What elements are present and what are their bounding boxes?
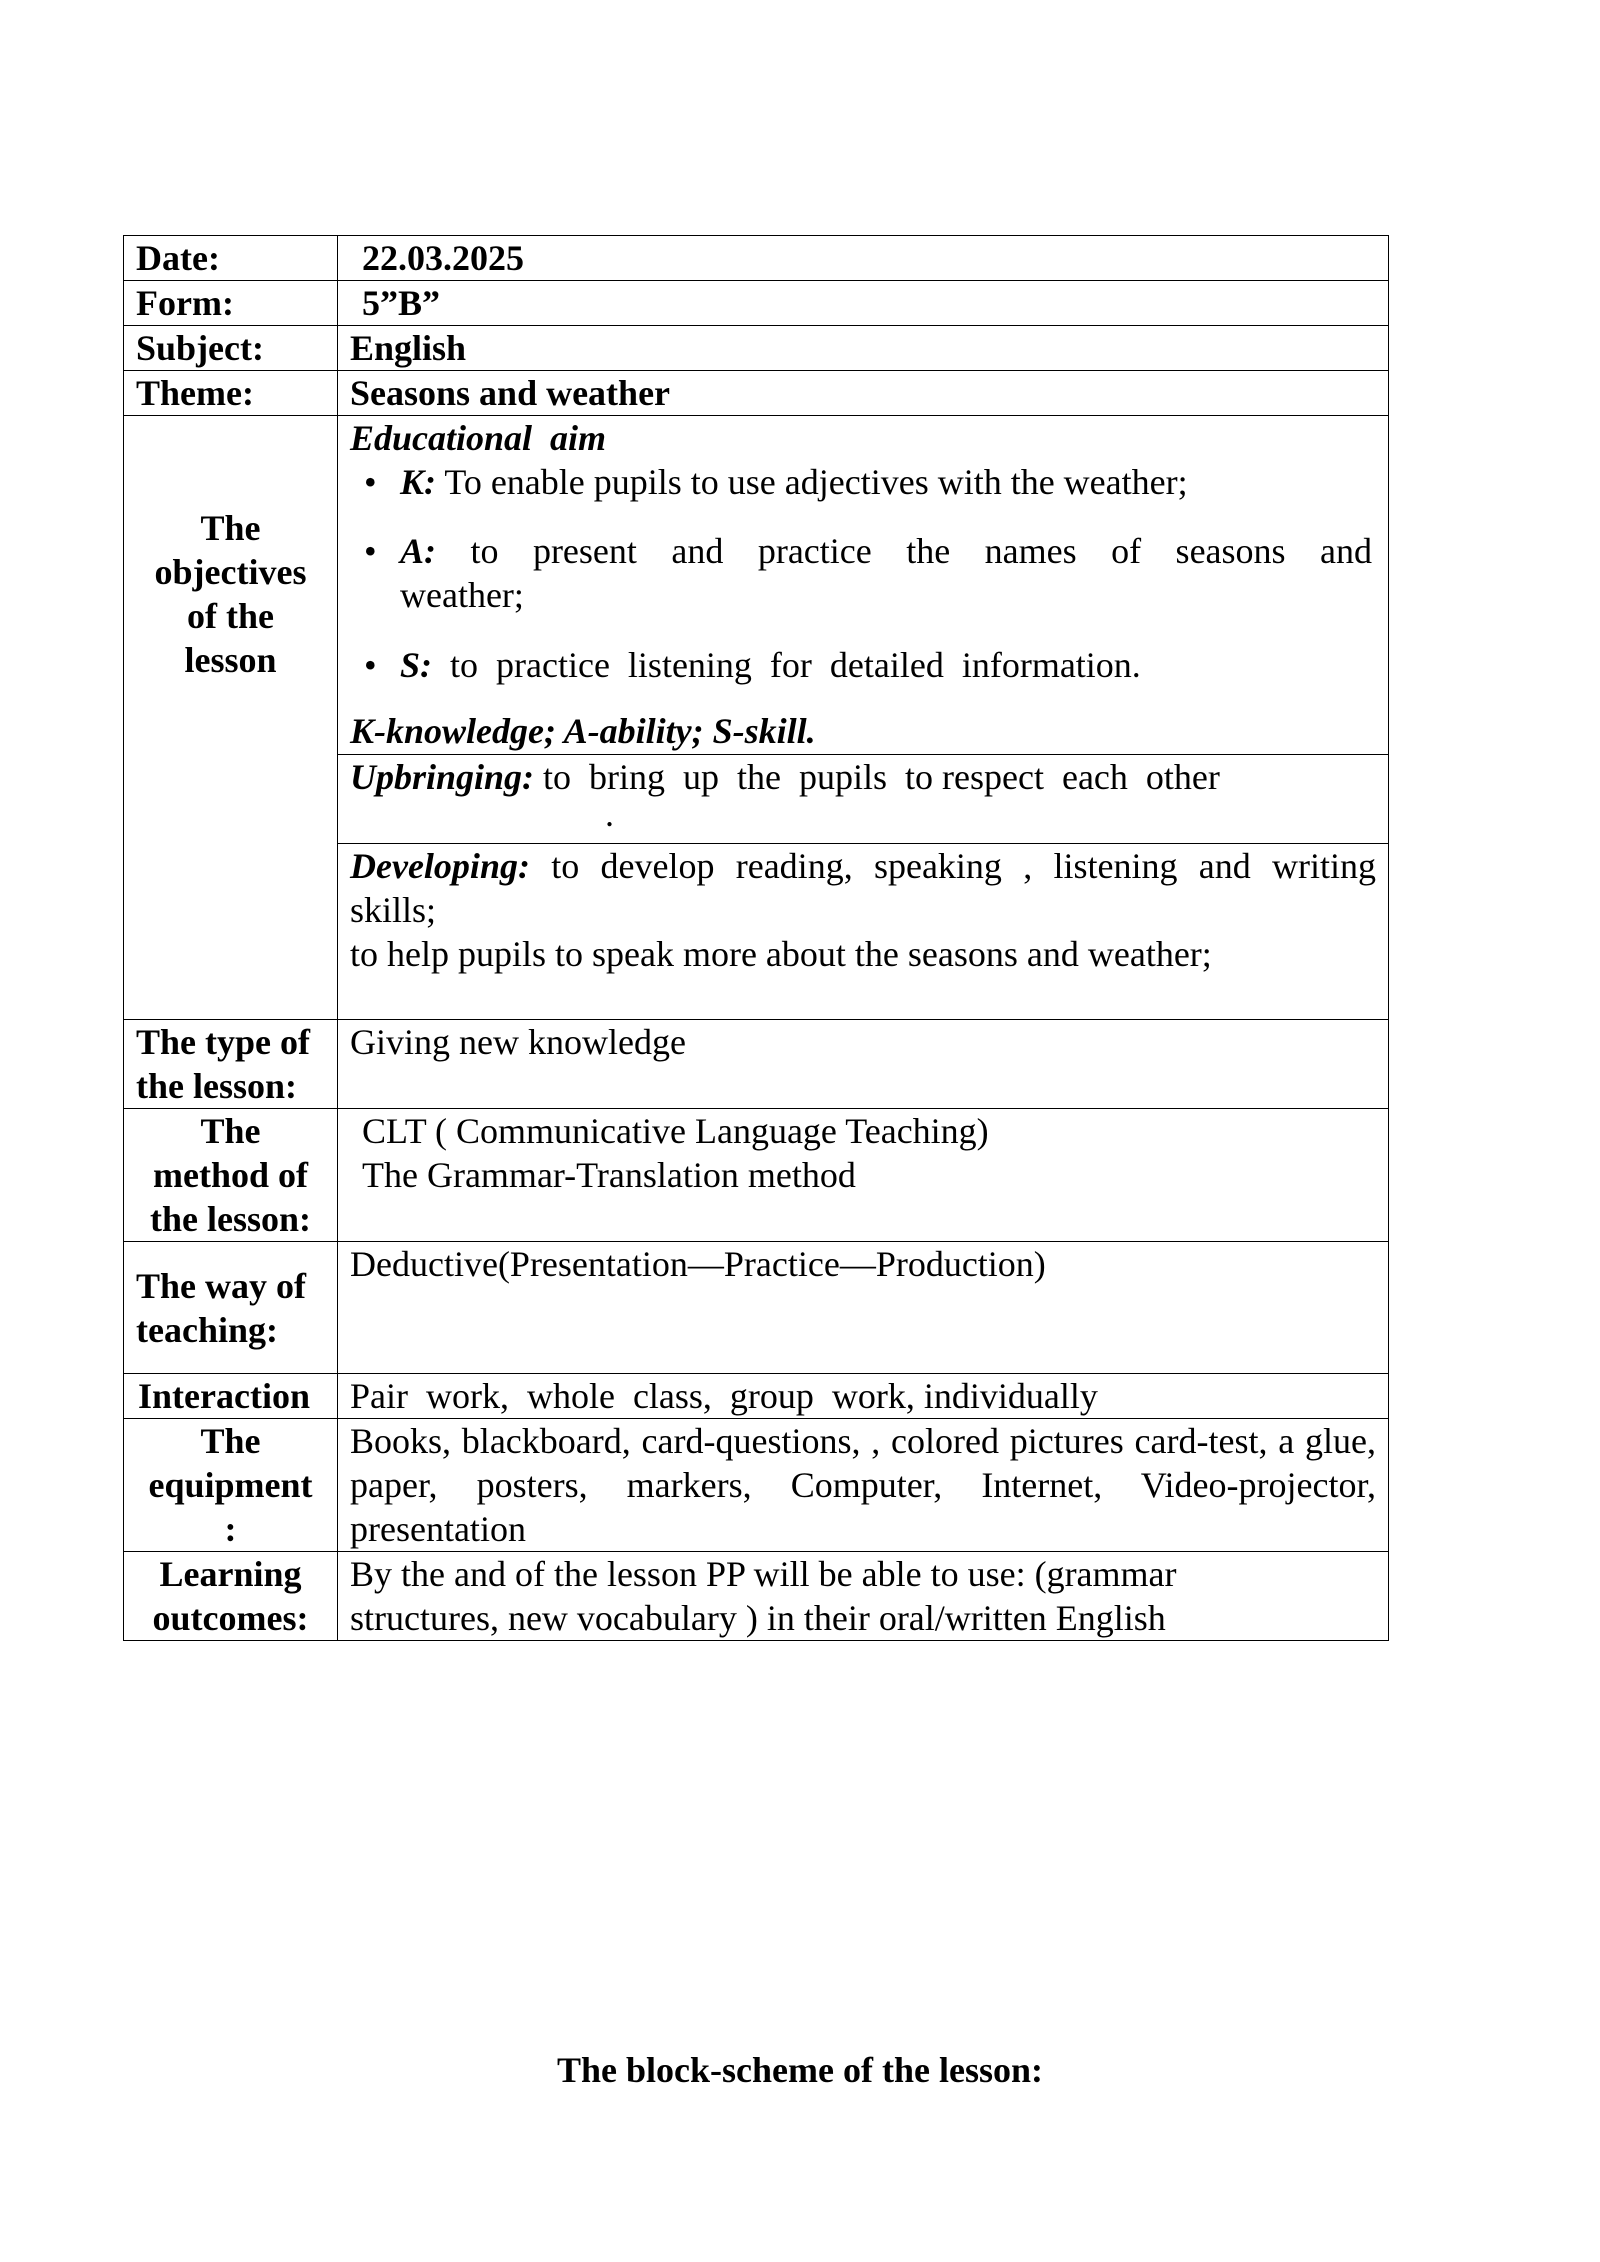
developing-line [350,844,1376,932]
aim-legend: K-knowledge; A-ability; S-skill. [350,711,816,751]
aim-knowledge [364,460,1376,504]
equipment-row [124,1419,1389,1552]
developing-cell [338,844,1389,1020]
type-row [124,1020,1389,1109]
bullet-icon: • [364,531,377,571]
subject-row [124,326,1389,371]
equipment-label [124,1419,338,1552]
developing-text: to develop reading, speaking , listening and writing skills; [350,846,1376,930]
objectives-educational-row [124,416,1389,755]
objectives-label [124,416,338,1020]
subject-value: English [338,326,1389,371]
subject-label: Subject: [124,326,338,371]
way-row [124,1242,1389,1374]
bullet-icon: • [364,462,377,502]
method-value-line: CLT ( Communicative Language Teaching) [362,1111,989,1151]
form-row [124,281,1389,326]
outcomes-label [124,1552,338,1641]
aims-list [350,460,1376,687]
objectives-label-line: of the [187,596,274,636]
method-label-line: The [200,1111,261,1151]
way-label [124,1242,338,1374]
method-label [124,1109,338,1242]
developing-label: Developing: [350,846,530,886]
method-value-line: The Grammar-Translation method [362,1155,856,1195]
upbringing-dot: . [605,794,614,834]
way-value: Deductive(Presentation—Practice—Production) [338,1242,1389,1374]
objectives-label-line: The [200,508,261,548]
bullet-icon: • [364,645,377,685]
type-label-line: the lesson: [136,1066,297,1106]
aim-key: A: [400,531,436,571]
aim-key: S: [400,645,433,685]
aim-key: K: [400,462,436,502]
upbringing-text: to bring up the pupils to respect each other [534,757,1220,797]
theme-value: Seasons and weather [338,371,1389,416]
upbringing-line [350,755,1376,799]
theme-row [124,371,1389,416]
outcomes-row [124,1552,1389,1641]
developing-extra: to help pupils to speak more about the seasons and weather; [350,934,1212,974]
form-value: 5”B” [338,281,1389,326]
equipment-label-line: equipment [148,1465,313,1505]
method-row [124,1109,1389,1242]
interaction-value: Pair work, whole class, group work, individually [338,1374,1389,1419]
method-value [338,1109,1389,1242]
date-value: 22.03.2025 [338,236,1389,281]
aim-text: to present and practice the names of seasons and weather; [400,531,1372,615]
equipment-label-line: : [224,1509,237,1549]
date-label: Date: [124,236,338,281]
interaction-label: Interaction [124,1374,338,1419]
type-value: Giving new knowledge [338,1020,1389,1109]
theme-label: Theme: [124,371,338,416]
outcomes-value-line: By the and of the lesson PP will be able to use: (grammar [350,1554,1177,1594]
upbringing-label: Upbringing: [350,757,535,797]
method-label-line: method of [153,1155,308,1195]
aim-skill [364,643,1376,687]
outcomes-value-line: structures, new vocabulary ) in their oral/written English [350,1598,1166,1638]
aim-text: To enable pupils to use adjectives with the weather; [436,462,1188,502]
way-label-line: teaching: [136,1309,278,1350]
equipment-label-line: The [200,1421,261,1461]
type-label-line: The type of [136,1022,310,1062]
educational-aim-cell [338,416,1389,755]
upbringing-cell [338,755,1389,844]
educational-aim-heading: Educational aim [350,418,607,458]
objectives-label-line: lesson [184,640,277,680]
block-scheme-title: The block-scheme of the lesson: [557,2050,1043,2090]
form-label: Form: [124,281,338,326]
outcomes-label-line: Learning [159,1554,302,1594]
equipment-value: Books, blackboard, card-questions, , colored pictures card-test, a glue, paper, posters, markers, Computer, Internet, Video-projector, presentation [338,1419,1389,1552]
date-row [124,236,1389,281]
lesson-plan-table [123,235,1389,1641]
outcomes-value [338,1552,1389,1641]
way-label-line: The way of [136,1265,306,1306]
method-label-line: the lesson: [150,1199,311,1239]
outcomes-label-line: outcomes: [152,1598,309,1638]
aim-text: to practice listening for detailed information. [432,645,1141,685]
objectives-label-line: objectives [154,552,307,592]
aim-ability [364,529,1376,617]
interaction-row [124,1374,1389,1419]
type-label [124,1020,338,1109]
